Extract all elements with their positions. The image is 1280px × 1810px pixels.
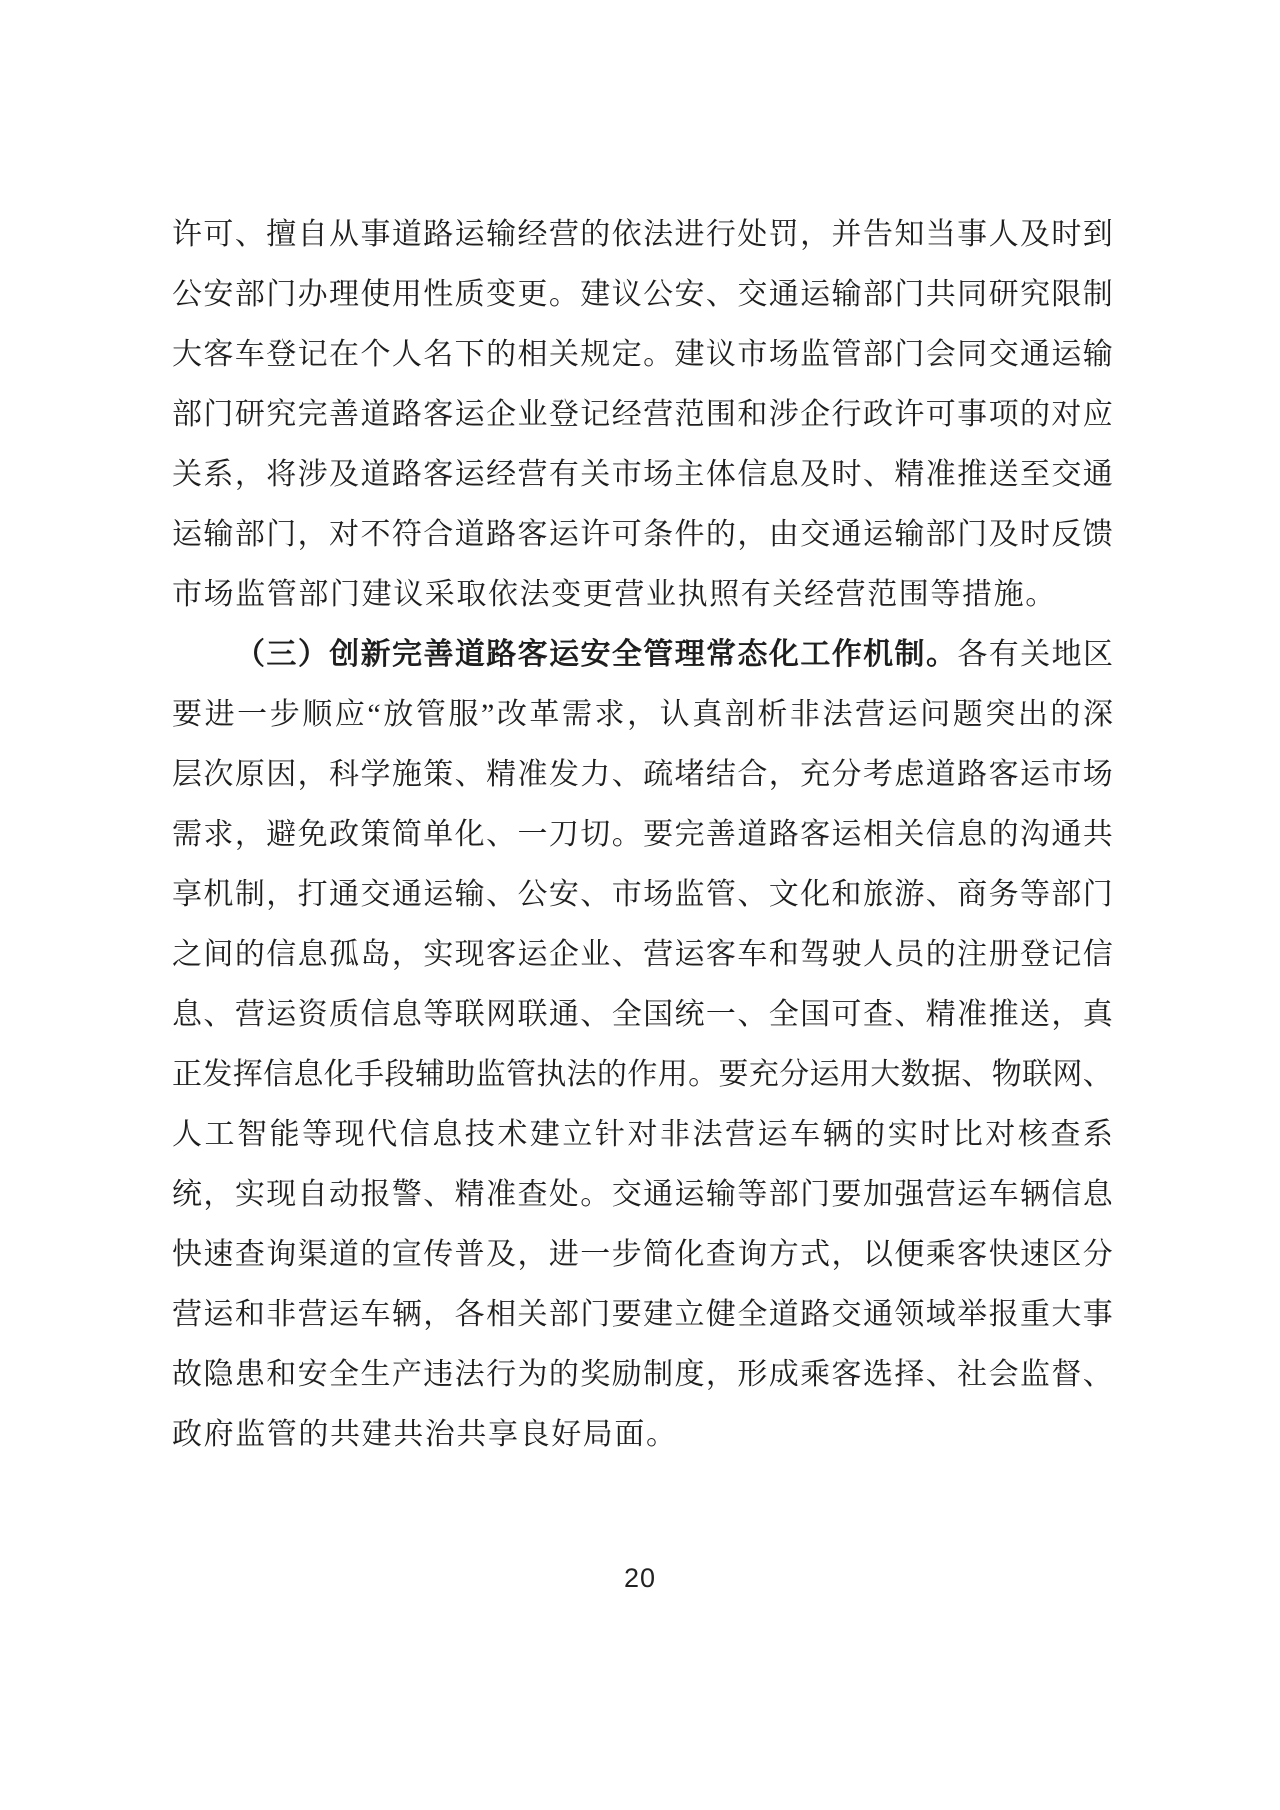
paragraph-last-line: 市场监管部门建议采取依法变更营业执照有关经营范围等措施。 [172, 578, 1057, 611]
body-line: 统 ， 实 现 自 动 报 警 、 精 准 查 处 。 交 通 运 输 等 部 门 要 加 强 营 运 车 辆 信 息 [172, 1178, 1113, 1211]
body-line: 故 隐 患 和 安 全 生 产 违 法 行 为 的 奖 励 制 度 ， 形 成 乘 客 选 择 、 社 会 监 督 、 [172, 1358, 1113, 1391]
body-line: 需 求 ， 避 免 政 策 简 单 化 、 一 刀 切 。 要 完 善 道 路 客 运 相 关 信 息 的 沟 通 共 [172, 818, 1113, 851]
body-line: 息 、 营 运 资 质 信 息 等 联 网 联 通 、 全 国 统 一 、 全 国 可 查 、 精 准 推 送 ， 真 [172, 998, 1113, 1031]
body-line: 层 次 原 因 ， 科 学 施 策 、 精 准 发 力 、 疏 堵 结 合 ， 充 分 考 虑 道 路 客 运 市 场 [172, 758, 1113, 791]
body-line: 要 进 一 步 顺 应 “ 放 管 服 ” 改 革 需 求 ， 认 真 剖 析 非 法 营 运 问 题 突 出 的 深 [172, 698, 1113, 731]
body-line: 关 系 ， 将 涉 及 道 路 客 运 经 营 有 关 市 场 主 体 信 息 及 时 、 精 准 推 送 至 交 通 [172, 458, 1113, 491]
body-line: 人 工 智 能 等 现 代 信 息 技 术 建 立 针 对 非 法 营 运 车 辆 的 实 时 比 对 核 查 系 [172, 1118, 1113, 1151]
body-line: 部 门 研 究 完 善 道 路 客 运 企 业 登 记 经 营 范 围 和 涉 企 行 政 许 可 事 项 的 对 应 [172, 398, 1113, 431]
page-number: 20 [623, 1563, 657, 1593]
section-heading-line: （ 三 ） 创 新 完 善 道 路 客 运 安 全 管 理 常 态 化 工 作 机 制 。 各 有 关 地 区 [235, 638, 1113, 671]
body-line: 享 机 制 ， 打 通 交 通 运 输 、 公 安 、 市 场 监 管 、 文 化 和 旅 游 、 商 务 等 部 门 [172, 878, 1113, 911]
body-line: 大 客 车 登 记 在 个 人 名 下 的 相 关 规 定 。 建 议 市 场 监 管 部 门 会 同 交 通 运 输 [172, 338, 1113, 371]
body-line: 正 发 挥 信 息 化 手 段 辅 助 监 管 执 法 的 作 用 。 要 充 分 运 用 大 数 据 、 物 联 网 、 [172, 1058, 1113, 1091]
body-line: 快 速 查 询 渠 道 的 宣 传 普 及 ， 进 一 步 简 化 查 询 方 式 ， 以 便 乘 客 快 速 区 分 [172, 1238, 1113, 1271]
paragraph-last-line: 政府监管的共建共治共享良好局面。 [172, 1418, 678, 1451]
body-line: 许 可 、 擅 自 从 事 道 路 运 输 经 营 的 依 法 进 行 处 罚 ， 并 告 知 当 事 人 及 时 到 [172, 218, 1113, 251]
body-line: 公 安 部 门 办 理 使 用 性 质 变 更 。 建 议 公 安 、 交 通 运 输 部 门 共 同 研 究 限 制 [172, 278, 1113, 311]
text-block [172, 205, 1113, 1465]
body-line: 运 输 部 门 ， 对 不 符 合 道 路 客 运 许 可 条 件 的 ， 由 交 通 运 输 部 门 及 时 反 馈 [172, 518, 1113, 551]
body-line: 之 间 的 信 息 孤 岛 ， 实 现 客 运 企 业 、 营 运 客 车 和 驾 驶 人 员 的 注 册 登 记 信 [172, 938, 1113, 971]
body-line: 营 运 和 非 营 运 车 辆 ， 各 相 关 部 门 要 建 立 健 全 道 路 交 通 领 域 举 报 重 大 事 [172, 1298, 1113, 1331]
